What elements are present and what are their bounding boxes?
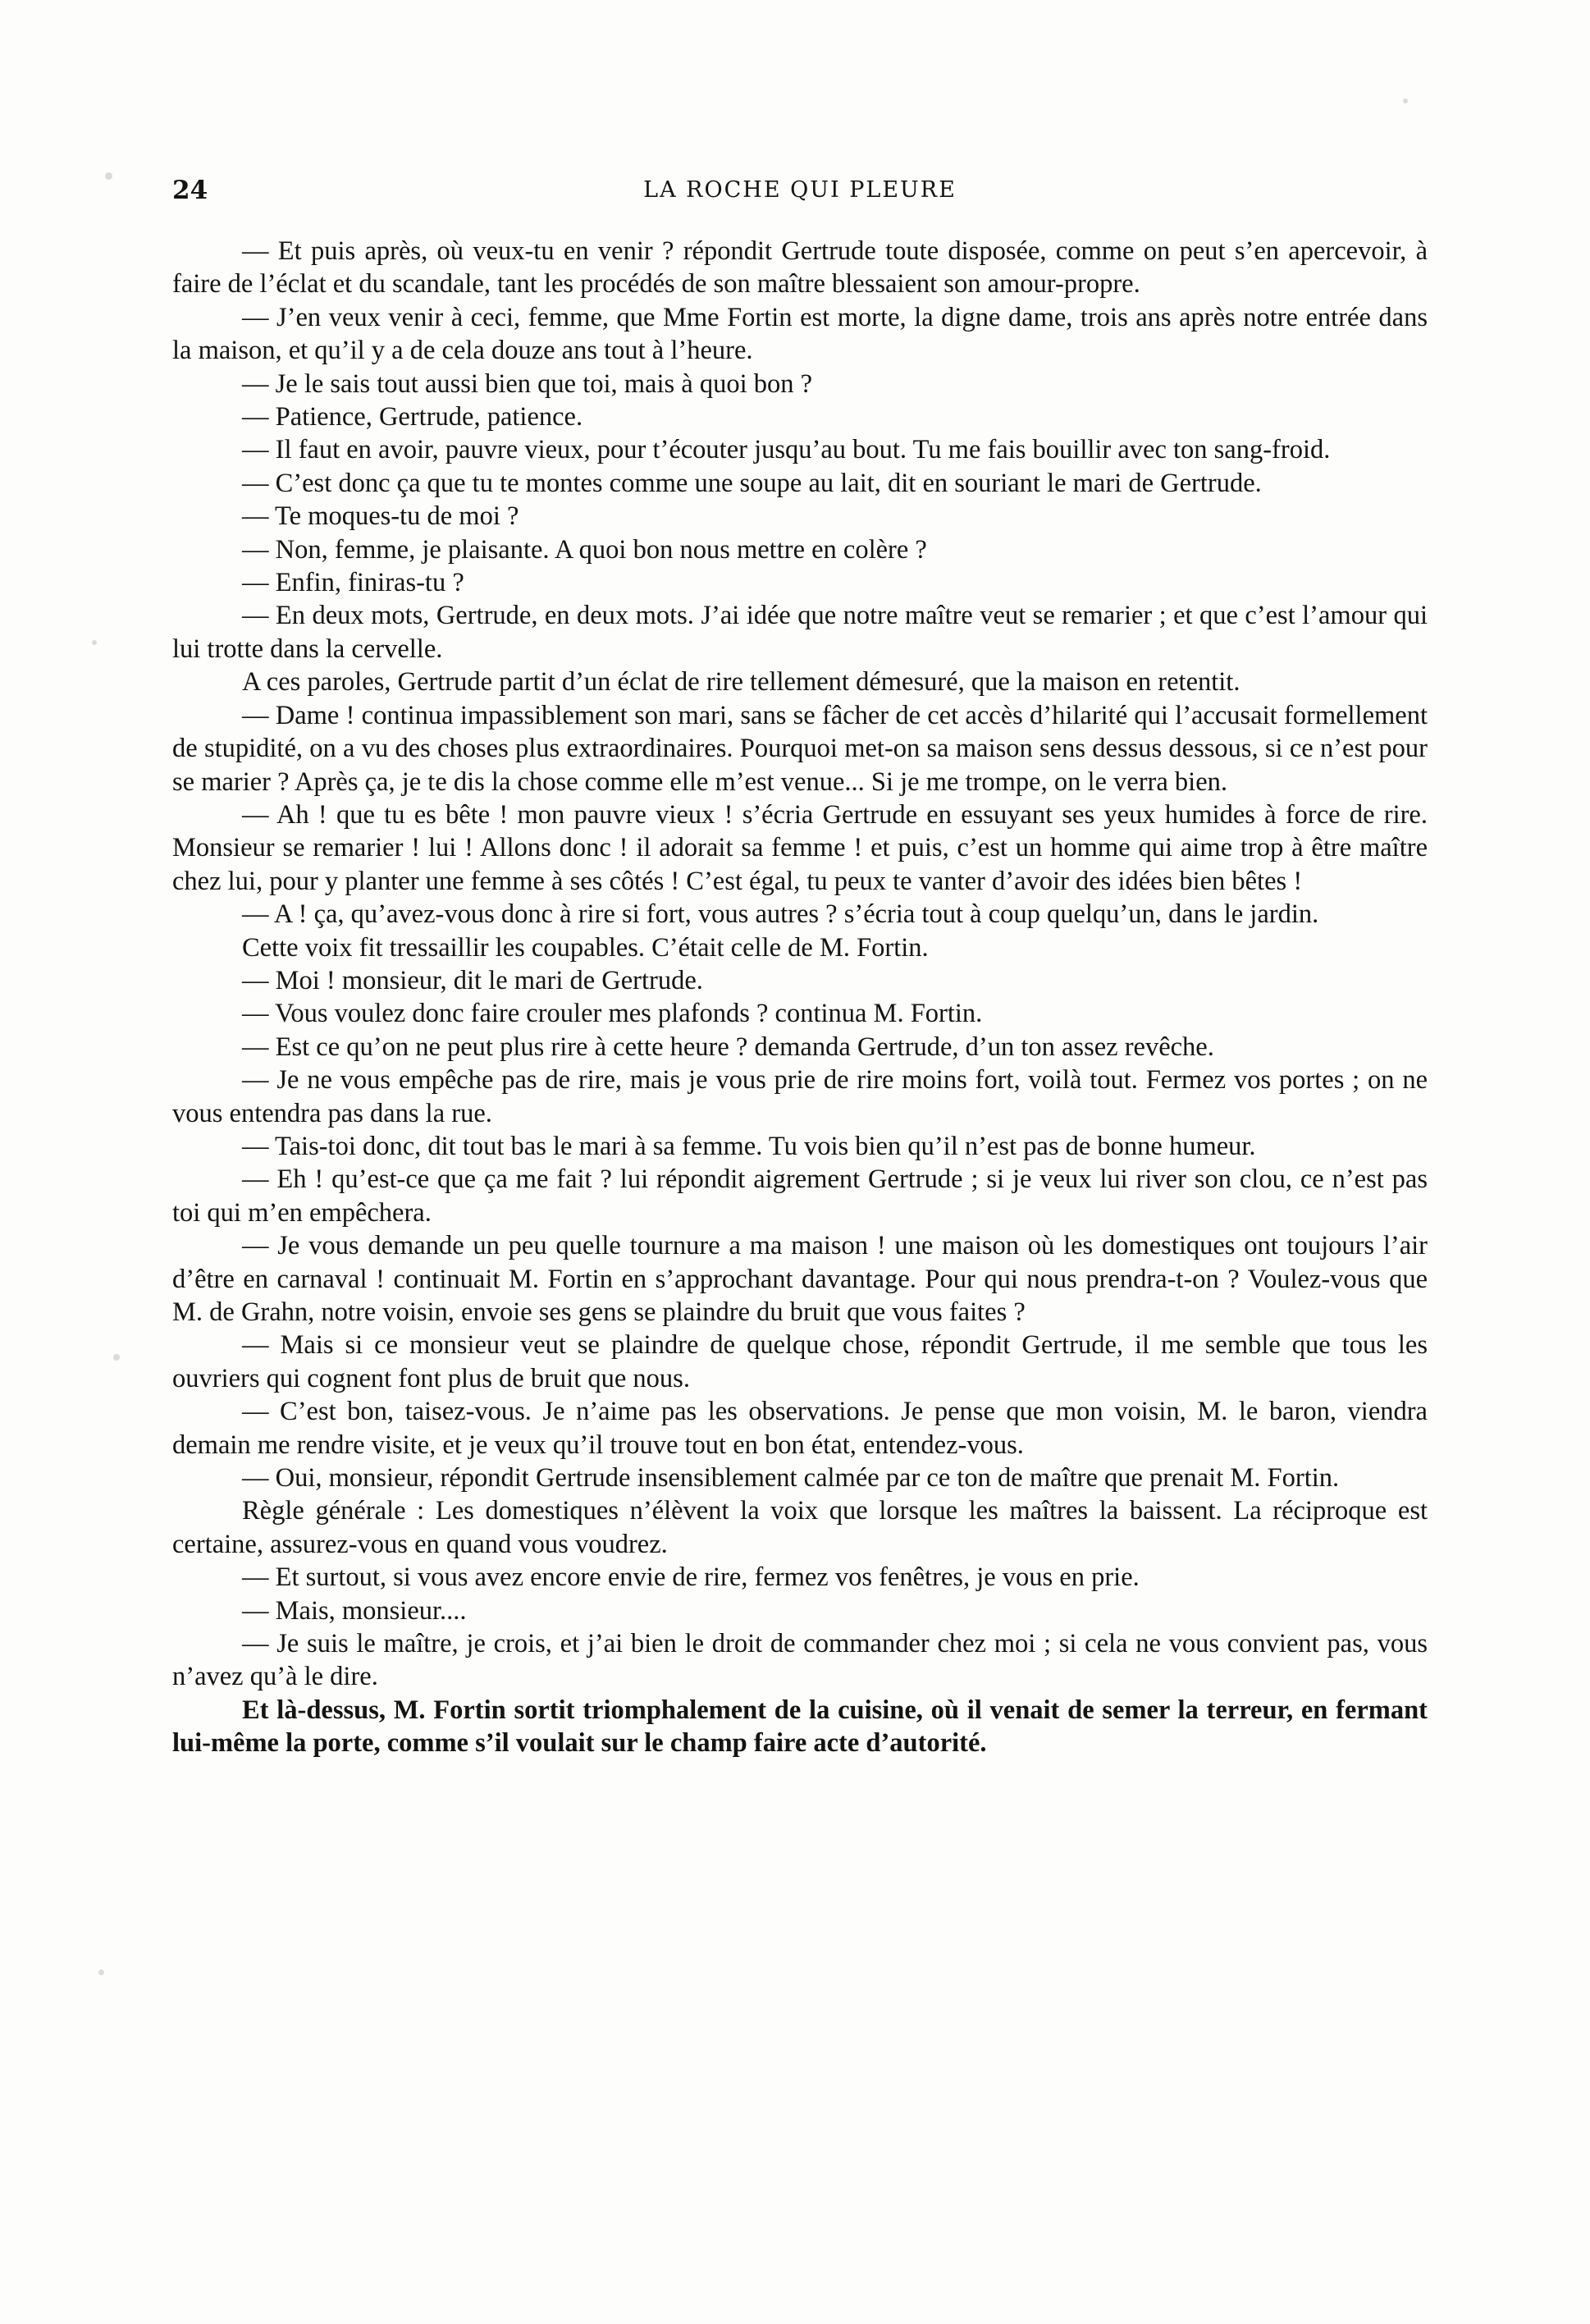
paragraph: — Est ce qu’on ne peut plus rire à cette heure ? demanda Gertrude, d’un ton assez revêche. (242, 1032, 1214, 1062)
paragraph: — Je ne vous empêche pas de rire, mais je vous prie de rire moins fort, voilà tout. Fermez vos portes ; on ne vous entendra pas dans la rue. (172, 1065, 1428, 1128)
scan-speck (98, 1969, 104, 1975)
paragraph: — Je le sais tout aussi bien que toi, mais à quoi bon ? (242, 368, 813, 399)
page-number: 24 (172, 176, 208, 205)
scan-speck (113, 1354, 120, 1361)
paragraph: — Enfin, finiras-tu ? (242, 568, 464, 598)
paragraph: — Patience, Gertrude, patience. (242, 402, 583, 432)
paragraph: — Et puis après, où veux-tu en venir ? répondit Gertrude toute disposée, comme on peut s’en apercevoir, à faire de l’éclat et du scandale, tant les procédés de son maître blessaient son amour-propre. (172, 236, 1428, 300)
paragraph: — Dame ! continua impassiblement son mari, sans se fâcher de cet accès d’hilarité qui l’accusait formellement de stupidité, on a vu des choses plus extraordinaires. Pourquoi met-on sa maison sens dessus dessous, si ce n’est pour se marier ? Après ça, je te dis la chose comme elle m’est venue... Si je me trompe, on le verra bien. (172, 700, 1428, 797)
paragraph: — Mais si ce monsieur veut se plaindre de quelque chose, répondit Gertrude, il me semble que tous les ouvriers qui cognent font plus de bruit que nous. (172, 1330, 1428, 1393)
paragraph: — Et surtout, si vous avez encore envie de rire, fermez vos fenêtres, je vous en prie. (242, 1562, 1140, 1593)
paragraph: Et là-dessus, M. Fortin sortit triomphalement de la cuisine, où il venait de semer la terreur, en fermant lui-même la porte, comme s’il voulait sur le champ faire acte d’autorité. (172, 1695, 1428, 1759)
paragraph: — Tais-toi donc, dit tout bas le mari à sa femme. Tu vois bien qu’il n’est pas de bonne humeur. (242, 1131, 1256, 1161)
paragraph: — C’est bon, taisez-vous. Je n’aime pas les observations. Je pense que mon voisin, M. le baron, viendra demain me rendre visite, et je veux qu’il trouve tout en bon état, entendez-vous. (172, 1397, 1428, 1460)
paragraph: — J’en veux venir à ceci, femme, que Mme Fortin est morte, la digne dame, trois ans après notre entrée dans la maison, et qu’il y a de cela douze ans tout à l’heure. (172, 302, 1428, 366)
paragraph: — Il faut en avoir, pauvre vieux, pour t’écouter jusqu’au bout. Tu me fais bouillir avec ton sang-froid. (242, 435, 1331, 465)
paragraph: A ces paroles, Gertrude partit d’un éclat de rire tellement démesuré, que la maison en retentit. (242, 667, 1240, 698)
paragraph: — Mais, monsieur.... (242, 1595, 467, 1626)
paragraph: — Je suis le maître, je crois, et j’ai bien le droit de commander chez moi ; si cela ne vous convient pas, vous n’avez qu’à le dire. (172, 1629, 1428, 1692)
body-text (172, 235, 1428, 1760)
paragraph: — Vous voulez donc faire crouler mes plafonds ? continua M. Fortin. (242, 999, 983, 1029)
paragraph: — Te moques-tu de moi ? (242, 501, 519, 532)
paragraph: — Non, femme, je plaisante. A quoi bon nous mettre en colère ? (242, 534, 927, 565)
page-header (172, 174, 1428, 207)
paragraph: Règle générale : Les domestiques n’élèvent la voix que lorsque les maîtres la baissent. La réciproque est certaine, assurez-vous en quand vous voudrez. (172, 1496, 1428, 1559)
scan-speck (105, 172, 112, 180)
paragraph: — Je vous demande un peu quelle tournure a ma maison ! une maison où les domestiques ont toujours l’air d’être en carnaval ! continuait M. Fortin en s’approchant davantage. Pour qui nous prendra-t-on ? Voulez-vous que M. de Grahn, notre voisin, envoie ses gens se plaindre du bruit que vous faites ? (172, 1231, 1428, 1327)
paragraph: — Oui, monsieur, répondit Gertrude insensiblement calmée par ce ton de maître que prenait M. Fortin. (242, 1463, 1340, 1494)
running-title: LA ROCHE QUI PLEURE (643, 177, 957, 203)
paragraph: — En deux mots, Gertrude, en deux mots. J’ai idée que notre maître veut se remarier ; et que c’est l’amour qui lui trotte dans la cervelle. (172, 601, 1428, 664)
paragraph: Cette voix fit tressaillir les coupables. C’était celle de M. Fortin. (242, 932, 929, 963)
paragraph: — C’est donc ça que tu te montes comme une soupe au lait, dit en souriant le mari de Gertrude. (242, 468, 1262, 498)
paragraph: — Eh ! qu’est-ce que ça me fait ? lui répondit aigrement Gertrude ; si je veux lui river son clou, ce n’est pas toi qui m’en empêchera. (172, 1164, 1428, 1228)
paragraph: — Moi ! monsieur, dit le mari de Gertrude. (242, 965, 703, 995)
paragraph: — A ! ça, qu’avez-vous donc à rire si fort, vous autres ? s’écria tout à coup quelqu’un, dans le jardin. (242, 899, 1319, 930)
paragraph: — Ah ! que tu es bête ! mon pauvre vieux ! s’écria Gertrude en essuyant ses yeux humides à force de rire. Monsieur se remarier ! lui ! Allons donc ! il adorait sa femme ! et puis, c’est un homme qui aime trop à être maître chez lui, pour y planter une femme à ses côtés ! C’est égal, tu peux te vanter d’avoir des idées bien bêtes ! (172, 799, 1428, 896)
scan-speck (92, 640, 97, 645)
scan-speck (1403, 98, 1408, 103)
